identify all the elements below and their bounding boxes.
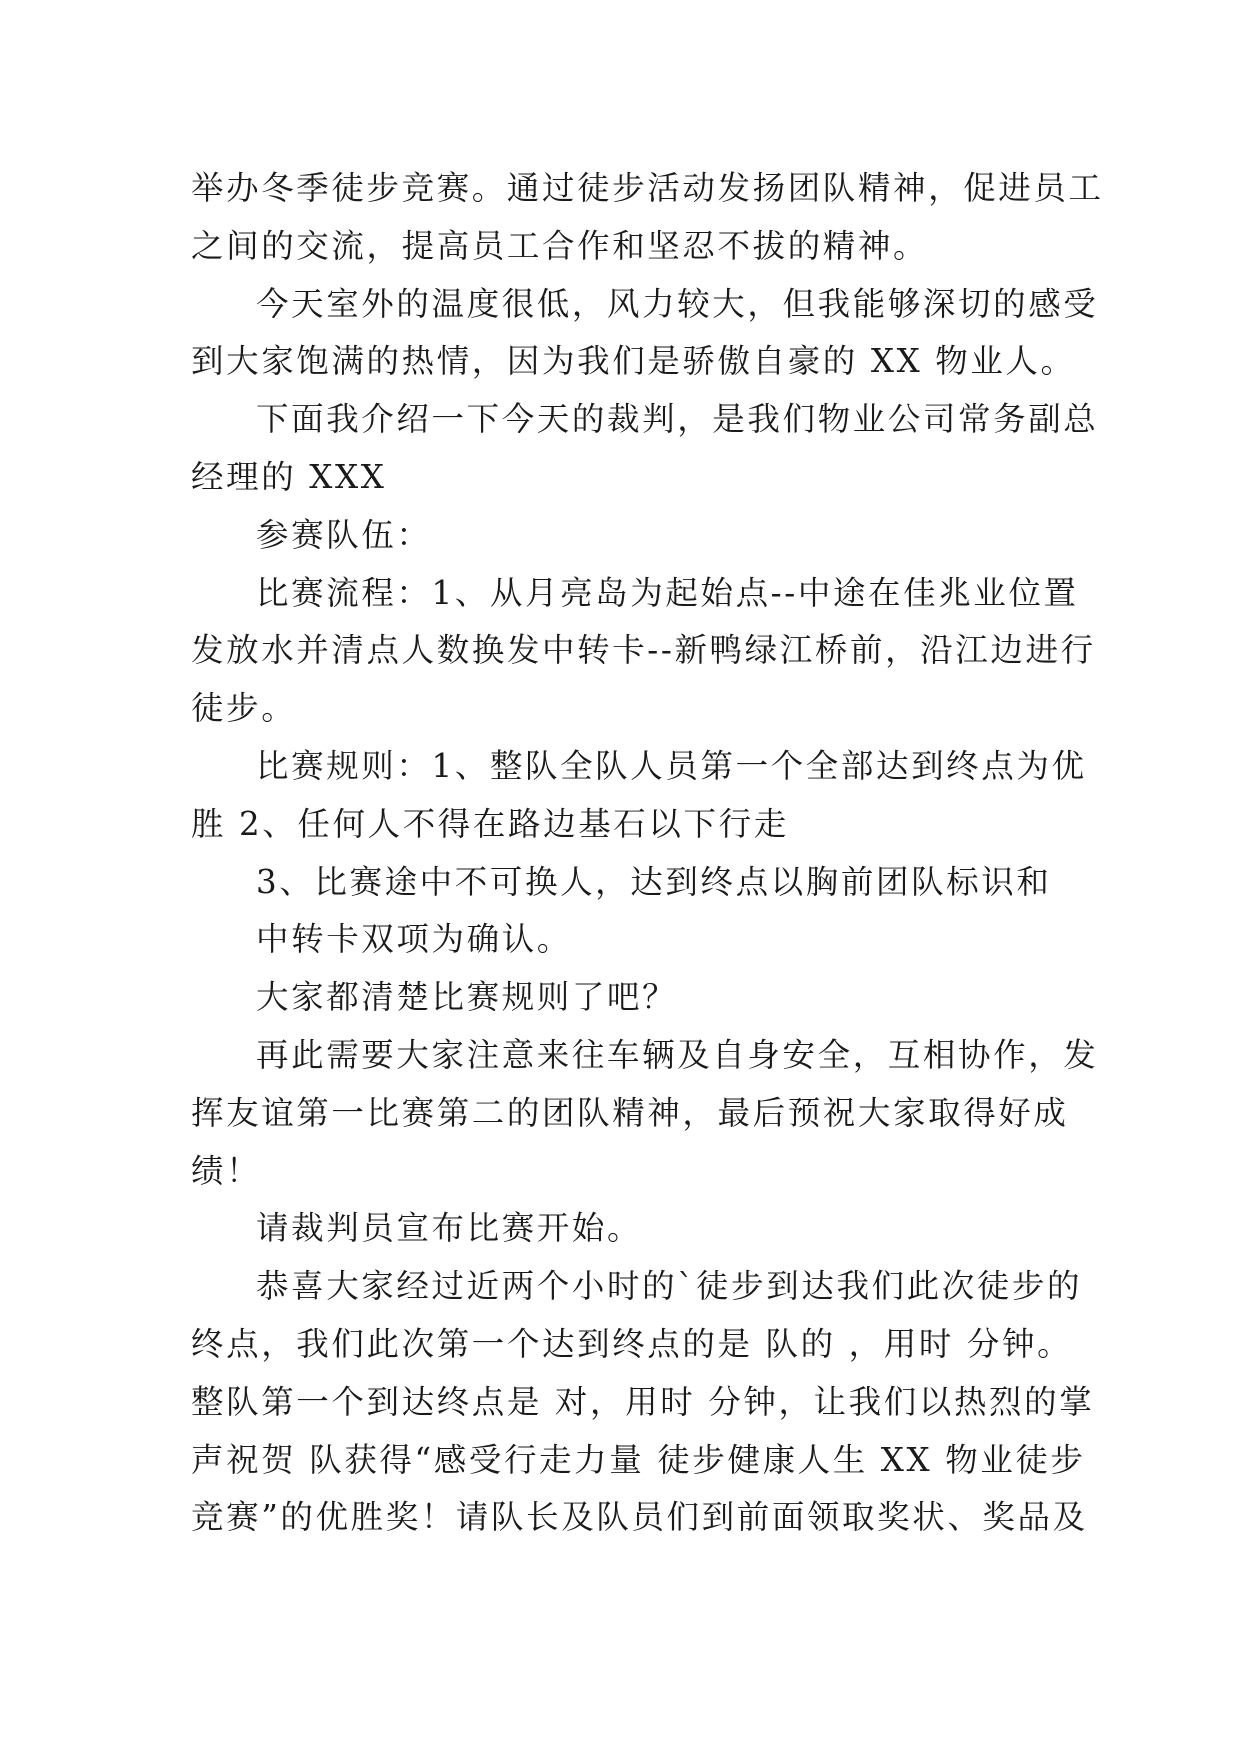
- text-line-9: 发放水并清点人数换发中转卡--新鸭绿江桥前，沿江边进行: [191, 631, 1096, 670]
- text-line-2: 之间的交流，提高员工合作和坚忍不拔的精神。: [191, 226, 929, 265]
- text-line-5: 下面我介绍一下今天的裁判，是我们物业公司常务副总: [256, 400, 1099, 439]
- text-line-4: 到大家饱满的热情，因为我们是骄傲自豪的 XX 物业人。: [191, 342, 1076, 381]
- text-line-23: 声祝贺 队获得“感受行走力量 徒步健康人生 XX 物业徒步: [191, 1440, 1086, 1479]
- text-line-14: 中转卡双项为确认。: [256, 920, 572, 959]
- text-line-8: 比赛流程：1、从月亮岛为起始点--中途在佳兆业位置: [256, 573, 1079, 612]
- text-line-21: 终点，我们此次第一个达到终点的是 队的 ，用时 分钟。: [191, 1324, 1073, 1363]
- text-line-22: 整队第一个到达终点是 对，用时 分钟，让我们以热烈的掌: [191, 1382, 1095, 1421]
- text-line-13: 3、比赛途中不可换人，达到终点以胸前团队标识和: [256, 862, 1052, 901]
- text-line-1: 举办冬季徒步竞赛。通过徒步活动发扬团队精神，促进员工: [191, 169, 1104, 207]
- text-line-20: 恭喜大家经过近两个小时的`徒步到达我们此次徒步的: [256, 1267, 1083, 1306]
- text-line-12: 胜 2、任何人不得在路边基石以下行走: [191, 804, 789, 843]
- text-line-15: 大家都清楚比赛规则了吧？: [256, 978, 678, 1017]
- document-body: [191, 160, 1104, 1547]
- text-line-3: 今天室外的温度很低，风力较大，但我能够深切的感受: [256, 284, 1099, 323]
- text-line-18: 绩！: [191, 1151, 262, 1190]
- text-line-10: 徒步。: [191, 689, 297, 728]
- text-line-6: 经理的 XXX: [191, 457, 387, 496]
- text-line-7: 参赛队伍：: [256, 515, 432, 554]
- text-line-11: 比赛规则：1、整队全队人员第一个全部达到终点为优: [256, 746, 1087, 785]
- text-line-24: 竞赛”的优胜奖！请队长及队员们到前面领取奖状、奖品及: [191, 1498, 1088, 1537]
- text-line-19: 请裁判员宣布比赛开始。: [256, 1209, 643, 1248]
- text-line-16: 再此需要大家注意来往车辆及自身安全，互相协作，发: [256, 1035, 1099, 1074]
- text-line-17: 挥友谊第一比赛第二的团队精神，最后预祝大家取得好成: [191, 1093, 1069, 1132]
